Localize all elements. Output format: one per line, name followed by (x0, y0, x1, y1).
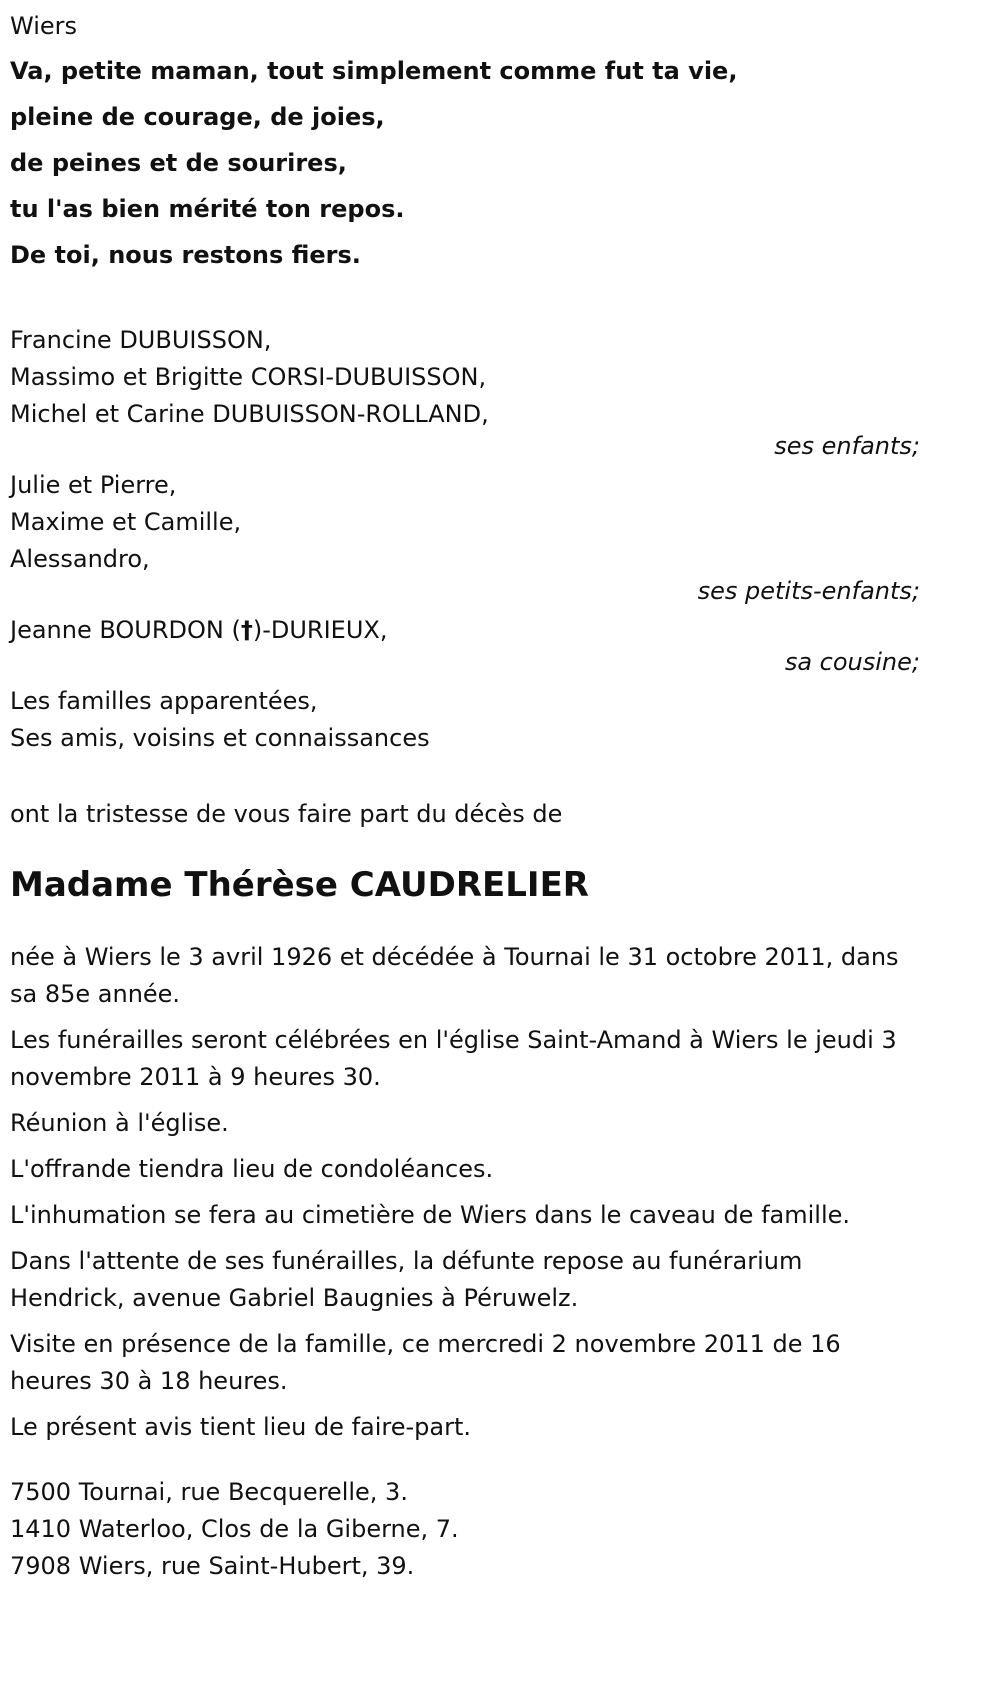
others-group (10, 683, 920, 757)
poem-line: Va, petite maman, tout simplement comme fut ta vie, (10, 57, 738, 85)
addresses (10, 1474, 920, 1585)
poem-line: tu l'as bien mérité ton repos. (10, 195, 405, 223)
grandchild-name: Maxime et Camille, (10, 508, 242, 536)
grandchildren-role: ses petits-enfants; (697, 577, 920, 605)
detail-paragraph: Visite en présence de la famille, ce mercredi 2 novembre 2011 de 16 heures 30 à 18 heures. (10, 1330, 841, 1395)
cousin-role: sa cousine; (784, 648, 920, 676)
cross-icon: † (240, 616, 253, 644)
child-name: Michel et Carine DUBUISSON-ROLLAND, (10, 400, 489, 428)
others-line: Ses amis, voisins et connaissances (10, 724, 430, 752)
child-name: Massimo et Brigitte CORSI-DUBUISSON, (10, 363, 487, 391)
announcement: ont la tristesse de vous faire part du décès de (10, 800, 563, 828)
detail-paragraph: L'inhumation se fera au cimetière de Wiers dans le caveau de famille. (10, 1201, 850, 1229)
poem-line: De toi, nous restons fiers. (10, 241, 361, 269)
children-role: ses enfants; (774, 432, 920, 460)
place-name: Wiers (10, 12, 78, 40)
grandchildren-group (10, 467, 920, 604)
detail-paragraph: L'offrande tiendra lieu de condoléances. (10, 1155, 494, 1183)
detail-paragraph: Le présent avis tient lieu de faire-part. (10, 1413, 472, 1441)
others-line: Les familles apparentées, (10, 687, 318, 715)
cousin-name-after: )-DURIEUX, (252, 616, 388, 644)
detail-paragraph: Les funérailles seront célébrées en l'église Saint-Amand à Wiers le jeudi 3 novembre 2011 à 9 heures 30. (10, 1026, 897, 1091)
grandchild-name: Julie et Pierre, (10, 471, 177, 499)
detail-paragraph: Dans l'attente de ses funérailles, la défunte repose au funérarium Hendrick, avenue Gabriel Baugnies à Péruwelz. (10, 1247, 803, 1312)
detail-paragraph: née à Wiers le 3 avril 1926 et décédée à Tournai le 31 octobre 2011, dans sa 85e année. (10, 943, 899, 1008)
cousin-name-before: Jeanne BOURDON ( (10, 616, 241, 644)
children-group (10, 322, 920, 459)
grandchild-name: Alessandro, (10, 545, 150, 573)
address-line: 1410 Waterloo, Clos de la Giberne, 7. (10, 1515, 459, 1543)
poem (10, 48, 920, 278)
cousin-name (10, 612, 920, 649)
obituary-notice (10, 0, 920, 1585)
poem-line: de peines et de sourires, (10, 149, 347, 177)
poem-line: pleine de courage, de joies, (10, 103, 385, 131)
child-name: Francine DUBUISSON, (10, 326, 272, 354)
cousin-group (10, 612, 920, 675)
address-line: 7908 Wiers, rue Saint-Hubert, 39. (10, 1552, 415, 1580)
detail-paragraph: Réunion à l'église. (10, 1109, 229, 1137)
address-line: 7500 Tournai, rue Becquerelle, 3. (10, 1478, 408, 1506)
deceased-name: Madame Thérèse CAUDRELIER (10, 865, 589, 905)
